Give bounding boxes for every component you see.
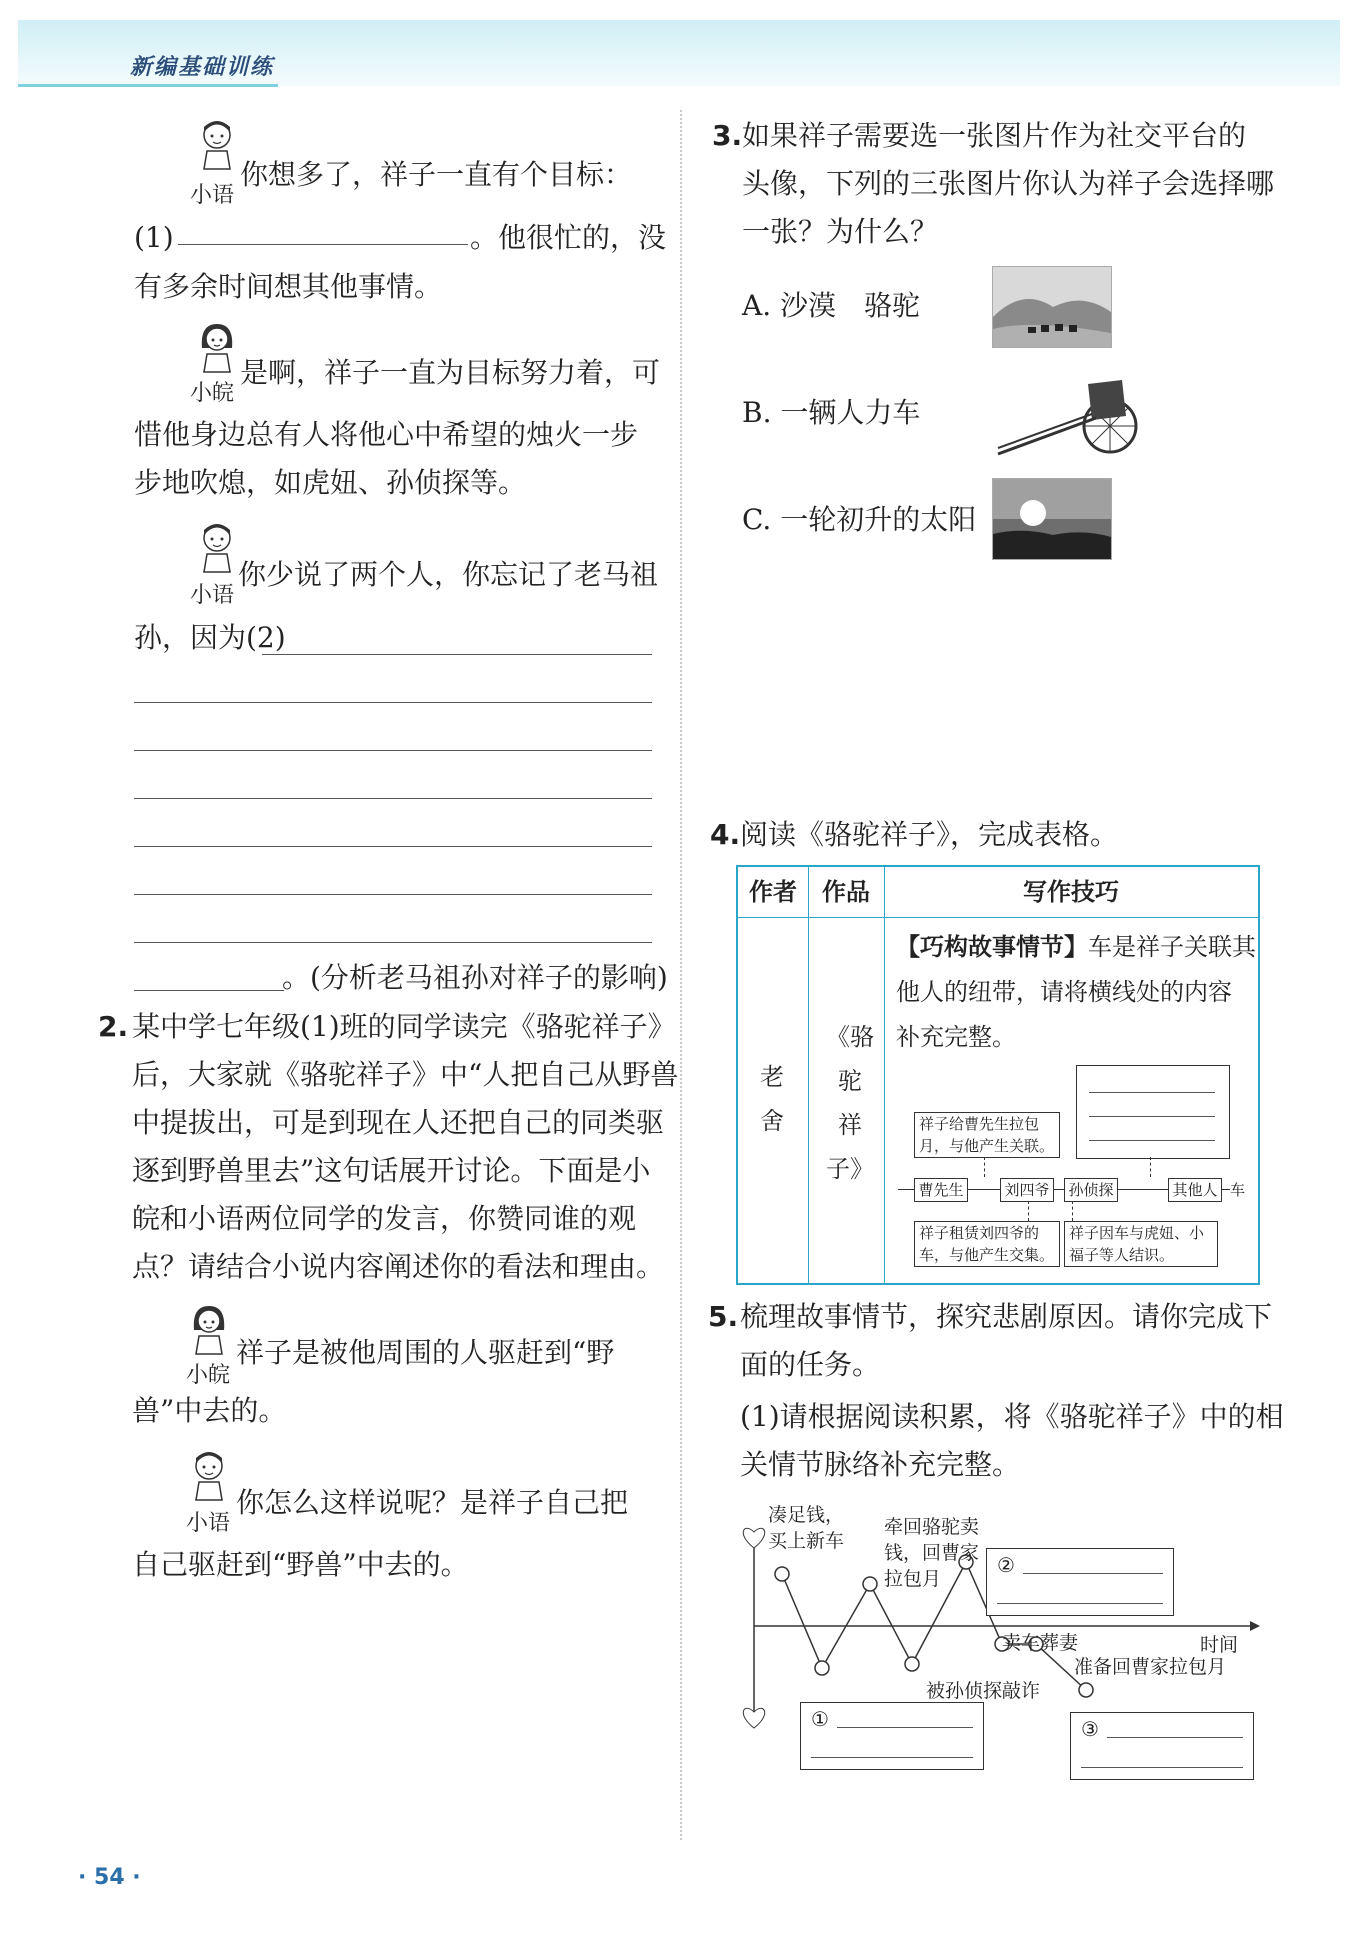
answer-box-2[interactable]: [986, 1548, 1174, 1616]
connector: [984, 1157, 985, 1177]
header-underline: [18, 84, 278, 87]
question-text-line: 皖和小语两位同学的发言，你赞同谁的观: [132, 1202, 637, 1235]
relation-line: 祥子租赁刘四爷的: [919, 1224, 1040, 1242]
plot-label-line: 买上新车: [768, 1530, 845, 1552]
dialog-text: 惜他身边总有人将他心中希望的烛火一步: [134, 418, 639, 451]
dialog-text: 步地吹熄，如虎妞、孙侦探等。: [134, 466, 527, 499]
plot-label-line: 钱，回曹家: [884, 1542, 980, 1564]
answer-blank[interactable]: [134, 990, 284, 991]
plot-label: [884, 1514, 979, 1592]
work-char: 祥: [838, 1111, 862, 1139]
technique-line: 他人的纽带，请将横线处的内容: [896, 978, 1232, 1006]
answer-blank[interactable]: [134, 894, 652, 895]
connector: [1072, 1201, 1073, 1221]
option-c[interactable]: C. 一轮初升的太阳: [742, 503, 977, 536]
work-cell: [826, 1015, 874, 1191]
question-number: 2.: [98, 1010, 129, 1043]
chain-node: 刘四爷: [1000, 1178, 1054, 1202]
speaker-label: 小语: [190, 183, 235, 208]
dialog-text: 兽”中去的。: [132, 1394, 287, 1427]
page-number: · 54 ·: [78, 1865, 141, 1890]
relation-box: [914, 1112, 1060, 1158]
dialog-text: 你想多了，祥子一直有个目标：: [240, 158, 633, 191]
boy-avatar-icon: [186, 1446, 232, 1502]
axis-label: 时间: [1200, 1634, 1239, 1656]
question-text-line: 逐到野兽里去”这句话展开讨论。下面是小: [132, 1154, 651, 1187]
box-number: ③: [1081, 1717, 1099, 1741]
question-number: 3.: [712, 119, 743, 152]
box-number: ②: [997, 1553, 1015, 1577]
dialog-text: 。他很忙的，没: [470, 221, 667, 254]
dialog-text: 你少说了两个人，你忘记了老马祖: [238, 558, 659, 591]
answer-blank[interactable]: [134, 846, 652, 847]
technique-text: [896, 925, 1256, 1060]
rising-sun-image: [992, 478, 1112, 560]
dialog-text: 祥子是被他周围的人驱赶到“野: [236, 1336, 615, 1369]
question-text-line: 后，大家就《骆驼祥子》中“人把自己从野兽: [132, 1058, 679, 1091]
dialog-text: 有多余时间想其他事情。: [134, 270, 443, 303]
plot-label-line: 拉包月: [884, 1568, 942, 1590]
question-text-line: 某中学七年级(1)班的同学读完《骆驼祥子》: [132, 1010, 676, 1043]
table-header: 作品: [822, 878, 870, 906]
connector: [1150, 1157, 1151, 1177]
speaker-label: 小语: [190, 583, 235, 608]
work-char: 驼: [838, 1067, 862, 1095]
plot-label-line: 牵回骆驼卖: [884, 1516, 980, 1538]
relation-line: 车，与他产生交集。: [919, 1246, 1055, 1264]
table-header: 写作技巧: [1023, 878, 1119, 906]
plot-label: 被孙侦探敲诈: [926, 1680, 1041, 1702]
author-char: 老: [760, 1063, 784, 1091]
question-text-line: 梳理故事情节，探究悲剧原因。请你完成下: [740, 1300, 1273, 1333]
answer-box-1[interactable]: [800, 1702, 984, 1770]
blank-label: (1): [134, 221, 174, 254]
technique-line: 车是祥子关联其: [1088, 933, 1256, 961]
relation-line: 祥子给曹先生拉包: [919, 1115, 1040, 1133]
dialog-text: 是啊，祥子一直为目标努力着，可: [240, 356, 661, 389]
box-number: ①: [811, 1707, 829, 1731]
answer-blank[interactable]: [262, 654, 652, 655]
header-title: 新编基础训练: [130, 55, 275, 80]
girl-avatar-icon: [186, 1300, 232, 1356]
plot-label: [768, 1502, 844, 1554]
answer-box-top-right[interactable]: [1076, 1065, 1230, 1159]
writing-technique-table: [736, 865, 1260, 1285]
boy-avatar-icon: [194, 115, 240, 171]
answer-blank[interactable]: [134, 702, 652, 703]
chain-node: 孙侦探: [1064, 1178, 1118, 1202]
chain-node: 曹先生: [914, 1178, 968, 1202]
question-text-line: (1)请根据阅读积累，将《骆驼祥子》中的相: [740, 1400, 1284, 1433]
option-a[interactable]: A. 沙漠 骆驼: [742, 289, 921, 322]
dialog-text: 孙，因为(2): [134, 621, 286, 654]
question-text-line: 头像，下列的三张图片你认为祥子会选择哪: [742, 167, 1275, 200]
question-text-line: 一张？为什么？: [742, 215, 939, 248]
answer-blank[interactable]: [134, 798, 652, 799]
dialog-text: 自己驱赶到“野兽”中去的。: [132, 1548, 469, 1581]
author-cell: [760, 1055, 784, 1143]
question-number: 4.: [710, 818, 741, 851]
relation-box: [914, 1221, 1060, 1267]
chain-node: 其他人: [1168, 1178, 1222, 1202]
desert-camel-image: [992, 266, 1112, 348]
answer-box-3[interactable]: [1070, 1712, 1254, 1780]
answer-blank[interactable]: [178, 244, 468, 245]
plot-label-line: 凑足钱，: [768, 1504, 845, 1526]
column-divider: [680, 110, 682, 1840]
relation-line: 福子等人结识。: [1069, 1246, 1175, 1264]
plot-label: 卖车葬妻: [1002, 1632, 1079, 1654]
question-text: 阅读《骆驼祥子》，完成表格。: [740, 818, 1119, 851]
relation-line: 祥子因车与虎妞、小: [1069, 1224, 1205, 1242]
relation-box: [1064, 1221, 1218, 1267]
dialog-text: 你怎么这样说呢？是祥子自己把: [236, 1486, 629, 1519]
rickshaw-image: [996, 366, 1140, 462]
technique-title: 【巧构故事情节】: [896, 933, 1088, 961]
relation-line: 月，与他产生关联。: [919, 1137, 1055, 1155]
answer-blank[interactable]: [134, 750, 652, 751]
question-text-line: 关情节脉络补充完整。: [740, 1448, 1021, 1481]
connector: [1028, 1201, 1029, 1221]
girl-avatar-icon: [194, 318, 240, 374]
speaker-label: 小皖: [190, 381, 235, 406]
question-text-line: 面的任务。: [740, 1348, 881, 1381]
chain-end: 车: [1230, 1181, 1246, 1199]
boy-avatar-icon: [194, 518, 240, 574]
technique-line: 补充完整。: [896, 1023, 1016, 1051]
question-text-line: 如果祥子需要选一张图片作为社交平台的: [742, 119, 1247, 152]
speaker-label: 小语: [186, 1511, 231, 1536]
question-number: 5.: [708, 1300, 739, 1333]
question-text-line: 点？请结合小说内容阐述你的看法和理由。: [132, 1250, 665, 1283]
option-b[interactable]: B. 一辆人力车: [742, 396, 921, 429]
plot-label: 准备回曹家拉包月: [1074, 1656, 1227, 1678]
question-note: 。(分析老马祖孙对祥子的影响): [282, 961, 668, 994]
author-char: 舍: [760, 1107, 784, 1135]
speaker-label: 小皖: [186, 1363, 231, 1388]
work-char: 《骆: [826, 1023, 874, 1051]
answer-blank[interactable]: [134, 942, 652, 943]
question-text-line: 中提拔出，可是到现在人还把自己的同类驱: [132, 1106, 665, 1139]
work-char: 子》: [826, 1155, 874, 1183]
table-header: 作者: [749, 878, 797, 906]
